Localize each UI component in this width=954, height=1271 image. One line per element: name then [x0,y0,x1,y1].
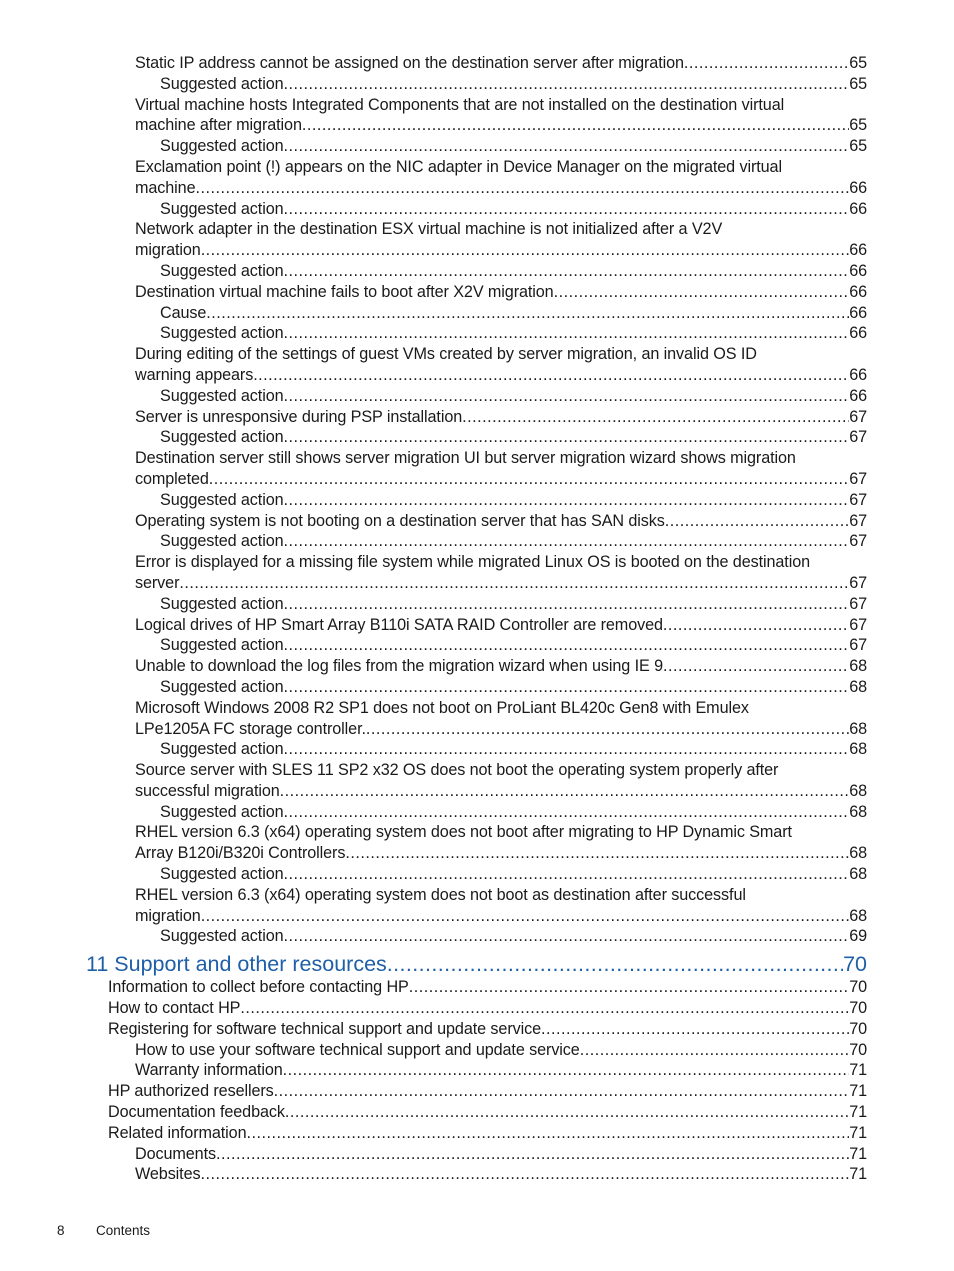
toc-entry-title: Suggested action [160,386,284,405]
dot-leader [201,906,850,927]
toc-subentry[interactable] [0,386,954,407]
toc-entry[interactable] [0,1102,954,1123]
toc-entry-title: Suggested action [160,490,284,509]
toc-entry-title: Suggested action [160,594,284,613]
dot-leader [284,74,850,95]
dot-leader [201,240,850,261]
toc-entry[interactable] [0,885,954,927]
toc-entry[interactable] [0,511,954,532]
dot-leader [240,998,849,1019]
toc-subentry[interactable] [0,677,954,698]
toc-entry[interactable] [0,157,954,199]
dot-leader [209,469,849,490]
toc-entry-title-line: RHEL version 6.3 (x64) operating system does not boot as destination after successful [135,885,746,904]
table-of-contents [0,53,954,1185]
toc-page-number: 65 [849,116,867,135]
dot-leader [284,635,850,656]
toc-page-number: 67 [849,532,867,551]
dot-leader [284,323,850,344]
toc-page-number: 70 [849,1019,867,1038]
page-footer [57,1223,150,1238]
toc-page-number: 65 [849,137,867,156]
dot-leader [665,511,849,532]
toc-page-number: 70 [849,999,867,1018]
dot-leader [274,1081,850,1102]
toc-entry-title: Suggested action [160,740,284,759]
toc-subentry[interactable] [0,594,954,615]
toc-subentry[interactable] [0,199,954,220]
toc-entry-title: successful migration [135,781,280,800]
dot-leader [541,1019,849,1040]
toc-entry[interactable] [0,1164,954,1185]
toc-entry[interactable] [0,1144,954,1165]
toc-page-number: 68 [849,719,867,738]
toc-entry-title: Suggested action [160,802,284,821]
toc-entry-title: Suggested action [160,927,284,946]
dot-leader [206,303,849,324]
dot-leader [387,952,843,976]
toc-page-number: 70 [843,952,867,977]
toc-entry[interactable] [0,698,954,740]
toc-entry-title: Server is unresponsive during PSP installation [135,407,463,426]
toc-subentry[interactable] [0,739,954,760]
toc-page-number: 68 [849,844,867,863]
toc-entry-title-line: RHEL version 6.3 (x64) operating system does not boot after migrating to HP Dynamic Smart [135,823,792,842]
dot-leader [280,781,850,802]
toc-entry-title: 11 Support and other resources [86,952,387,977]
toc-subentry[interactable] [0,490,954,511]
toc-entry-title: Array B120i/B320i Controllers [135,844,346,863]
dot-leader [684,53,849,74]
toc-entry[interactable] [0,615,954,636]
toc-page-number: 66 [849,282,867,301]
dot-leader [284,926,850,947]
toc-page-number: 71 [849,1082,867,1101]
toc-entry-title: LPe1205A FC storage controller. [135,719,366,738]
toc-entry-title: Suggested action [160,137,284,156]
toc-page-number: 68 [849,865,867,884]
toc-entry[interactable] [0,998,954,1019]
dot-leader [284,864,850,885]
toc-entry[interactable] [0,760,954,802]
toc-entry-title: migration [135,241,201,260]
toc-entry-title-line: Microsoft Windows 2008 R2 SP1 does not boot on ProLiant BL420c Gen8 with Emulex [135,698,749,717]
toc-entry[interactable] [0,977,954,998]
toc-page-number: 67 [849,428,867,447]
dot-leader [284,677,850,698]
toc-page-number: 69 [849,927,867,946]
toc-entry-title: How to use your software technical support and update service [135,1040,580,1059]
toc-entry[interactable] [0,407,954,428]
dot-leader [284,594,850,615]
toc-entry-title: Suggested action [160,74,284,93]
toc-page-number: 71 [849,1103,867,1122]
toc-entry-title: server [135,573,180,592]
toc-entry-title: completed [135,469,209,488]
dot-leader [284,739,850,760]
toc-entry-title: Operating system is not booting on a destination server that has SAN disks [135,511,665,530]
toc-page-number: 71 [849,1123,867,1142]
toc-entry[interactable] [0,344,954,386]
toc-page-number: 68 [849,781,867,800]
toc-entry-title: Registering for software technical support and update service [108,1019,542,1038]
toc-subentry[interactable] [0,303,954,324]
toc-entry-title-line: Virtual machine hosts Integrated Components that are not installed on the destination virtual [135,95,785,114]
dot-leader [284,490,850,511]
toc-entry-title-line: During editing of the settings of guest VMs created by server migration, an invalid OS ID [135,345,757,364]
toc-page-number: 68 [849,802,867,821]
toc-entry[interactable] [0,1060,954,1081]
toc-entry-title: machine after migration [135,116,302,135]
toc-entry-title: Suggested action [160,199,284,218]
toc-subentry[interactable] [0,323,954,344]
toc-entry-title: warning appears [135,365,254,384]
dot-leader [196,178,850,199]
toc-entry[interactable] [0,552,954,594]
toc-entry-title: Suggested action [160,865,284,884]
toc-entry-title: Suggested action [160,261,284,280]
dot-leader [284,386,850,407]
toc-entry[interactable] [0,219,954,261]
toc-entry[interactable] [0,53,954,74]
toc-page-number: 71 [849,1061,867,1080]
toc-entry-title: Static IP address cannot be assigned on the destination server after migration [135,54,684,72]
toc-entry[interactable] [0,1040,954,1061]
toc-entry-title-line: Error is displayed for a missing file system while migrated Linux OS is booted on the destination [135,553,810,572]
toc-page-number: 71 [849,1165,867,1184]
toc-entry-title: HP authorized resellers [108,1082,274,1101]
toc-page-number: 65 [849,54,867,72]
toc-entry-title: Documents [135,1144,216,1163]
toc-entry[interactable] [0,656,954,677]
toc-subentry[interactable] [0,261,954,282]
toc-page-number: 68 [849,906,867,925]
toc-entry-title-line: Source server with SLES 11 SP2 x32 OS does not boot the operating system properly after [135,761,779,780]
dot-leader [663,615,849,636]
footer-page-number: 8 [57,1223,65,1238]
toc-page-number: 67 [849,615,867,634]
toc-page-number: 65 [849,74,867,93]
toc-page-number: 66 [849,199,867,218]
dot-leader [663,656,849,677]
toc-entry-title: migration [135,906,201,925]
toc-entry-title: Suggested action [160,636,284,655]
dot-leader [284,136,850,157]
toc-entry[interactable] [0,1081,954,1102]
toc-entry-title: Cause [160,303,207,322]
toc-subentry[interactable] [0,926,954,947]
toc-page-number: 66 [849,386,867,405]
toc-page-number: 70 [849,1040,867,1059]
toc-page-number: 66 [849,365,867,384]
dot-leader [554,282,850,303]
toc-page-number: 68 [849,677,867,696]
toc-entry-title-line: Destination server still shows server migration UI but server migration wizard shows migration [135,449,796,468]
toc-entry[interactable] [0,1019,954,1040]
dot-leader [462,407,849,428]
toc-entry[interactable] [0,1123,954,1144]
toc-entry-title: Suggested action [160,324,284,343]
toc-subentry[interactable] [0,136,954,157]
toc-page-number: 66 [849,324,867,343]
toc-entry-title: How to contact HP [108,999,241,1018]
toc-entry-title: Suggested action [160,532,284,551]
toc-page-number: 70 [849,978,867,997]
dot-leader [580,1040,849,1061]
toc-subentry[interactable] [0,427,954,448]
toc-page-number: 68 [849,740,867,759]
toc-entry[interactable] [0,95,954,137]
toc-page-number: 67 [849,490,867,509]
toc-entry-title: Suggested action [160,677,284,696]
toc-entry-title: Warranty information [135,1061,283,1080]
toc-entry[interactable] [0,448,954,490]
dot-leader [345,843,849,864]
toc-subentry[interactable] [0,74,954,95]
toc-page-number: 66 [849,303,867,322]
toc-entry-title: Information to collect before contacting HP [108,978,409,997]
dot-leader [284,261,850,282]
toc-entry-title: Suggested action [160,428,284,447]
toc-page-number: 66 [849,261,867,280]
toc-subentry[interactable] [0,864,954,885]
toc-subentry[interactable] [0,802,954,823]
toc-entry[interactable] [0,822,954,864]
toc-entry-title: Websites [135,1165,201,1184]
toc-subentry[interactable] [0,635,954,656]
dot-leader [283,1060,850,1081]
dot-leader [284,531,850,552]
footer-section-label: Contents [96,1223,151,1238]
toc-page-number: 71 [849,1144,867,1163]
toc-entry[interactable] [0,282,954,303]
toc-entry-title: Documentation feedback [108,1103,285,1122]
toc-page-number: 67 [849,407,867,426]
dot-leader [246,1123,849,1144]
toc-page-number: 67 [849,636,867,655]
toc-entry-title: Logical drives of HP Smart Array B110i SATA RAID Controller are removed [135,615,663,634]
toc-entry-title: machine [135,178,196,197]
toc-subentry[interactable] [0,531,954,552]
toc-entry-title: Related information [108,1123,247,1142]
toc-entry-title-line: Network adapter in the destination ESX virtual machine is not initialized after a V2V [135,220,723,239]
dot-leader [284,802,850,823]
dot-leader [366,719,849,740]
dot-leader [284,427,850,448]
dot-leader [200,1164,849,1185]
toc-page-number: 68 [849,657,867,676]
toc-page-number: 67 [849,573,867,592]
toc-page-number: 66 [849,178,867,197]
dot-leader [216,1144,849,1165]
toc-page-number: 67 [849,594,867,613]
toc-page-number: 67 [849,469,867,488]
dot-leader [284,199,850,220]
toc-entry-title: Unable to download the log files from the migration wizard when using IE 9 [135,657,663,676]
dot-leader [409,977,849,998]
dot-leader [285,1102,849,1123]
toc-chapter-heading[interactable] [0,952,954,976]
toc-entry-title-line: Exclamation point (!) appears on the NIC adapter in Device Manager on the migrated virtual [135,157,782,176]
toc-page-number: 67 [849,511,867,530]
dot-leader [253,365,849,386]
toc-page-number: 66 [849,241,867,260]
toc-entry-title: Destination virtual machine fails to boot after X2V migration [135,282,554,301]
dot-leader [179,573,849,594]
dot-leader [302,115,849,136]
